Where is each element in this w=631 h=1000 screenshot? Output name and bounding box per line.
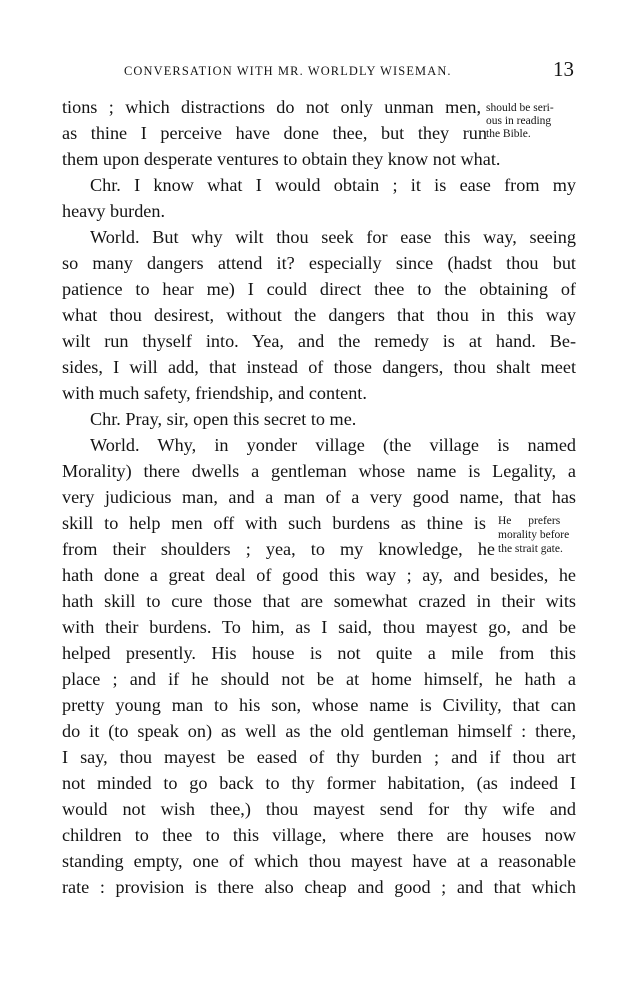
marginal-note-line: the strait gate. xyxy=(498,543,563,555)
text-line: very judicious man, and a man of a very good name, that has xyxy=(62,487,576,507)
text-line: with much safety, friendship, and content. xyxy=(62,383,367,403)
marginal-note-line: should be seri- xyxy=(486,102,554,114)
text-line: children to thee to this village, where there are houses now xyxy=(62,825,576,845)
text-line: World. But why wilt thou seek for ease this way, seeing xyxy=(90,227,576,247)
text-line: them upon desperate ventures to obtain they know not what. xyxy=(62,149,501,169)
text-line: helped presently. His house is not quite a mile from this xyxy=(62,643,576,663)
text-line: I say, thou mayest be eased of thy burden ; and if thou art xyxy=(62,747,576,767)
text-line: tions ; which distractions do not only unman men, xyxy=(62,97,481,117)
text-line: Chr. Pray, sir, open this secret to me. xyxy=(90,409,357,429)
text-line: hath done a great deal of good this way ; ay, and besides, he xyxy=(62,565,576,585)
text-line: with their burdens. To him, as I said, thou mayest go, and be xyxy=(62,617,576,637)
text-line: wilt run thyself into. Yea, and the remedy is at hand. Be- xyxy=(62,331,576,351)
text-line: Chr. I know what I would obtain ; it is ease from my xyxy=(90,175,576,195)
running-head: CONVERSATION WITH MR. WORLDLY WISEMAN. xyxy=(124,64,452,78)
text-line: hath skill to cure those that are somewhat crazed in their wits xyxy=(62,591,576,611)
text-line: standing empty, one of which thou mayest have at a reasonable xyxy=(62,851,576,871)
text-line: sides, I will add, that instead of those dangers, thou shalt meet xyxy=(62,357,576,377)
text-line: heavy burden. xyxy=(62,201,166,221)
text-line: pretty young man to his son, whose name is Civility, that can xyxy=(62,695,576,715)
text-line: place ; and if he should not be at home himself, he hath a xyxy=(62,669,576,689)
marginal-note-line: morality before xyxy=(498,529,570,541)
text-line: would not wish thee,) thou mayest send for thy wife and xyxy=(62,799,576,819)
text-line: from their shoulders ; yea, to my knowledge, he xyxy=(62,539,495,559)
text-line: Morality) there dwells a gentleman whose name is Legality, a xyxy=(62,461,576,481)
page-number: 13 xyxy=(553,57,574,81)
text-line: so many dangers attend it? especially since (hadst thou but xyxy=(62,253,576,273)
text-line: skill to help men off with such burdens as thine is xyxy=(62,513,486,533)
marginal-note-line: He prefers xyxy=(498,515,561,527)
marginal-note-line: the Bible. xyxy=(486,128,531,140)
marginal-note-line: ous in reading xyxy=(486,115,552,127)
text-line: patience to hear me) I could direct thee to the obtaining of xyxy=(62,279,576,299)
text-line: do it (to speak on) as well as the old gentleman himself : there, xyxy=(62,721,576,741)
text-line: World. Why, in yonder village (the village is named xyxy=(90,435,576,455)
text-line: what thou desirest, without the dangers that thou in this way xyxy=(62,305,576,325)
text-line: rate : provision is there also cheap and good ; and that which xyxy=(62,877,576,897)
page-header xyxy=(62,52,576,84)
text-line: as thine I perceive have done thee, but they run xyxy=(62,123,487,143)
text-line: not minded to go back to thy former habitation, (as indeed I xyxy=(62,773,576,793)
